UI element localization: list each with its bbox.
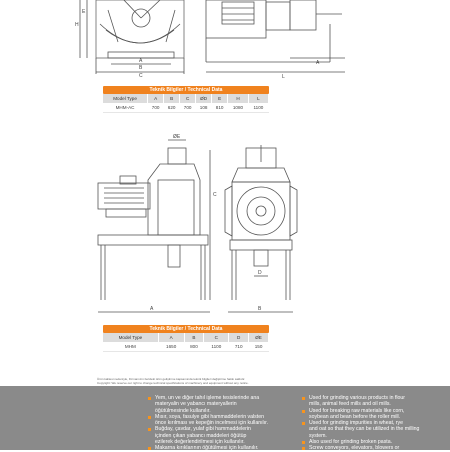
turkish-description-list: [148, 395, 298, 452]
table-1-cell: MHM-AC: [103, 103, 148, 113]
table-2-cell: 1100: [204, 342, 229, 352]
english-description-list: [302, 395, 448, 452]
list-item: Used for breaking raw materials like corn,: [302, 408, 448, 414]
list-item-continued: önce kırılması ve kepeğin incelmesi için kullanılır.: [155, 420, 269, 427]
table-2-header-cell: D: [229, 333, 249, 342]
table-2-cell: 150: [249, 342, 269, 352]
dim-label-top-left-a: A: [139, 58, 143, 64]
dim-label-top-left-e: E: [82, 9, 86, 15]
table-1-data-row: [103, 103, 269, 113]
list-item: Makarna kırıklarının öğütülmesi için kullanılır.: [148, 445, 298, 451]
table-2-header-cell: B: [184, 333, 204, 342]
dim-label-mid-b: B: [258, 306, 262, 312]
dim-label-mid-a: A: [150, 306, 154, 312]
table-1-header-cell: Model Type: [103, 94, 148, 103]
list-item-continued: mills, animal feed mills and oil mills.: [309, 401, 391, 408]
top-front-view-drawing: [80, 0, 184, 74]
list-item-continued: öğütülmesinde kullanılır.: [155, 407, 211, 414]
list-item: Used for grinding various products in flour: [302, 395, 448, 401]
table-2-title: Teknik Bilgiler / Technical Data: [103, 325, 269, 333]
table-2-data-row: [103, 342, 269, 352]
dim-label-mid-c: C: [213, 192, 217, 198]
table-1-header-cell: B: [164, 94, 180, 103]
table-2-cell: MHM: [103, 342, 158, 352]
table-1-cell: 700: [180, 103, 196, 113]
list-item: Mısır, soya, fasulye gibi hammaddelerin valsten: [148, 414, 298, 420]
list-item: Buğday, çavdar, yulaf gibi hammaddelerin: [148, 426, 298, 432]
table-1-cell: 1100: [248, 103, 268, 113]
table-1-header-cell: ØD: [196, 94, 212, 103]
table-1-header-cell: A: [148, 94, 164, 103]
table-2-header-cell: A: [158, 333, 184, 342]
table-2-header-cell: Model Type: [103, 333, 158, 342]
dim-label-top-left-c: C: [139, 73, 143, 79]
dim-label-top-right-l: L: [282, 74, 285, 80]
footnote-line: Ürün kalitesi nedeniyle, Firmamızın ilerideki ürün geliştirme kapsamında teknik bilgileri değiştirme hakkı saklıdır.: [97, 377, 246, 381]
list-item-continued: ezilerek değerlendirilmesi için kullanılır.: [155, 439, 245, 446]
table-1-cell: 108: [196, 103, 212, 113]
list-item-continued: materyalin ve yabancı materyallerin: [155, 401, 237, 408]
mid-front-view-drawing: [98, 140, 210, 312]
dim-label-mid-oe: ØE: [173, 134, 181, 140]
table-2-header-row: [103, 333, 269, 342]
table-1-cell: 810: [212, 103, 228, 113]
table-2-header-cell: C: [204, 333, 229, 342]
table-1-header-cell: C: [180, 94, 196, 103]
table-1-cell: 700: [148, 103, 164, 113]
table-1-header-cell: L: [248, 94, 268, 103]
list-item: Used for grinding impurities in wheat, rye: [302, 420, 448, 426]
list-item: Screw conveyors, elevators, blowers or: [302, 445, 448, 451]
table-2-header-cell: ØE: [249, 333, 269, 342]
list-item-continued: içinden çıkan yabancı maddeleri öğütüp: [155, 432, 247, 439]
dim-label-mid-d: D: [258, 270, 262, 276]
dim-label-top-left-b: B: [139, 65, 143, 71]
table-1-cell: 1080: [228, 103, 249, 113]
technical-data-table-2: [103, 325, 269, 352]
table-1-cell: 620: [164, 103, 180, 113]
list-item-continued: system.: [309, 432, 327, 439]
table-1-header-row: [103, 94, 269, 103]
list-item-continued: and oat so that they can be utilized in the milling: [309, 426, 420, 433]
list-item-continued: soybean and bean before the roller mill.: [309, 413, 401, 420]
table-2-cell: 1650: [158, 342, 184, 352]
table-1-header-cell: E: [212, 94, 228, 103]
copyright-footnote: [97, 377, 297, 385]
list-item: Also used for grinding broken pasta.: [302, 439, 448, 445]
table-2-cell: 710: [229, 342, 249, 352]
dim-label-top-right-a: A: [316, 60, 320, 66]
technical-data-table-1: [103, 86, 269, 113]
footnote-line: Copyright: We reserve our right to change technical specifications of machinery and equipment without any notice.: [97, 381, 249, 385]
table-1-title: Teknik Bilgiler / Technical Data: [103, 86, 269, 94]
list-item: Yem, un ve diğer tahıl işleme tesislerinde ana: [148, 395, 298, 401]
dim-label-top-left-h: H: [75, 22, 79, 28]
top-side-view-drawing: [206, 0, 345, 72]
mid-side-view-drawing: [225, 145, 297, 312]
table-2-cell: 800: [184, 342, 204, 352]
table-1-header-cell: H: [228, 94, 249, 103]
